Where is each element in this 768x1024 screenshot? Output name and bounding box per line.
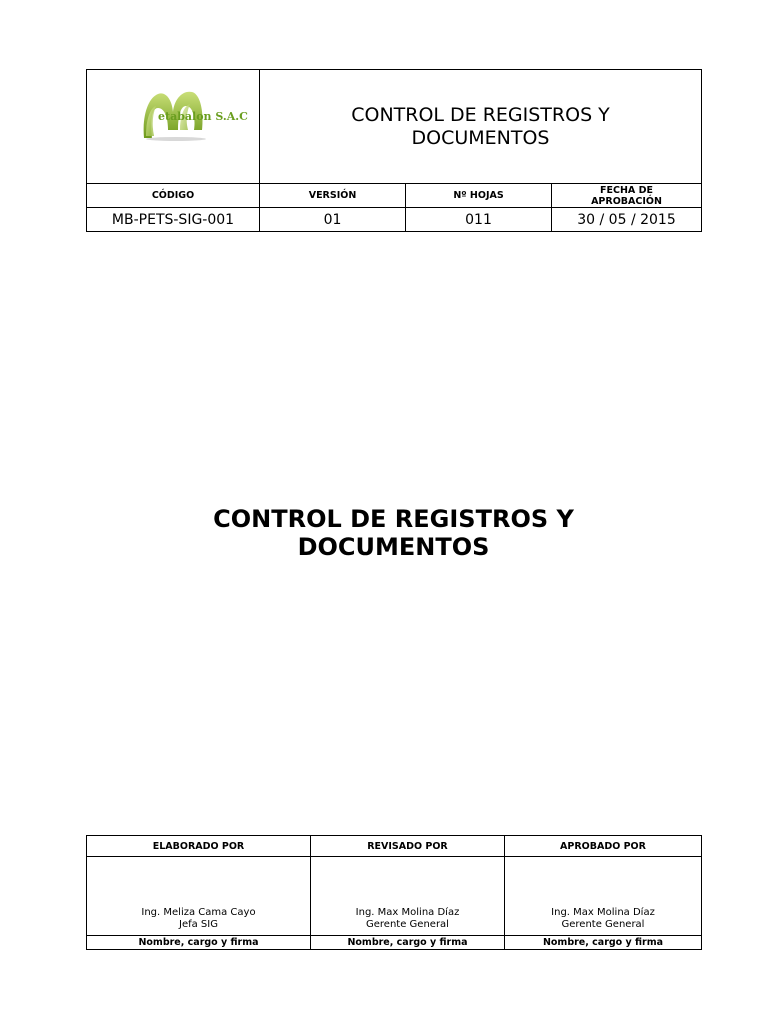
aprobado-heading: APROBADO POR [505, 836, 702, 857]
document-header-table [86, 69, 702, 232]
header-title-line1: CONTROL DE REGISTROS Y [351, 103, 610, 126]
logo-cell [87, 70, 260, 184]
elaborado-name: Ing. Meliza Cama Cayo [141, 907, 256, 918]
sheets-value: 011 [406, 208, 552, 232]
aprobado-signature-cell [505, 857, 702, 936]
revisado-signature-cell [311, 857, 505, 936]
company-logo [92, 86, 257, 142]
code-label: CÓDIGO [87, 184, 260, 208]
code-value: MB-PETS-SIG-001 [87, 208, 260, 232]
main-title [0, 505, 768, 561]
revisado-name: Ing. Max Molina Díaz [355, 907, 460, 918]
elaborado-footer: Nombre, cargo y firma [87, 936, 311, 950]
aprobado-footer: Nombre, cargo y firma [505, 936, 702, 950]
main-title-line1: CONTROL DE REGISTROS Y [213, 505, 574, 533]
revisado-footer: Nombre, cargo y firma [311, 936, 505, 950]
aprobado-role: Gerente General [561, 919, 645, 930]
company-name: etabalon S.A.C [158, 110, 248, 123]
signature-table [86, 835, 702, 950]
elaborado-role: Jefa SIG [179, 919, 218, 930]
date-value: 30 / 05 / 2015 [552, 208, 702, 232]
elaborado-signature-cell [87, 857, 311, 936]
header-title-line2: DOCUMENTOS [411, 126, 550, 149]
elaborado-heading: ELABORADO POR [87, 836, 311, 857]
revisado-role: Gerente General [366, 919, 449, 930]
sheets-label: Nº HOJAS [406, 184, 552, 208]
main-title-line2: DOCUMENTOS [297, 533, 490, 561]
header-title [260, 70, 702, 184]
date-label [552, 184, 702, 208]
revisado-heading: REVISADO POR [311, 836, 505, 857]
date-label-line1: FECHA DE [600, 184, 653, 196]
version-label: VERSIÓN [260, 184, 406, 208]
date-label-line2: APROBACIÓN [591, 195, 662, 207]
aprobado-name: Ing. Max Molina Díaz [551, 907, 655, 918]
version-value: 01 [260, 208, 406, 232]
